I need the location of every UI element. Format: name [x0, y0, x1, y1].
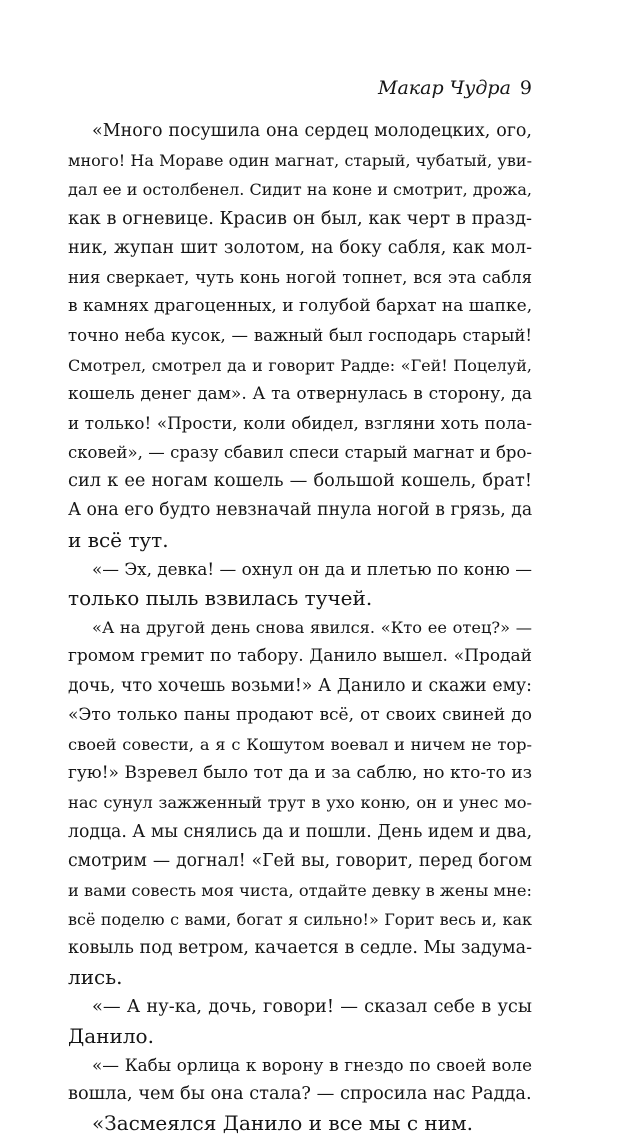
text-line: смотрим — догнал! «Гей вы, говорит, перед богом: [68, 850, 532, 871]
paragraph: [68, 1051, 532, 1109]
text-line: «— Кабы орлица к ворону в гнездо по своей воле: [92, 1055, 532, 1075]
text-line: своей совести, а я с Кошутом воевал и ничем не тор-: [68, 734, 532, 754]
text-line: «— А ну-ка, дочь, говори! — сказал себе в усы: [92, 996, 532, 1017]
text-line: и вами совесть моя чиста, отдайте девку в жены мне:: [68, 880, 532, 900]
page-number: 9: [519, 77, 532, 99]
text-line: только пыль взвилась тучей.: [68, 586, 373, 610]
paragraph: [68, 555, 532, 613]
text-line: «Много посушила она сердец молодецких, ого,: [92, 121, 532, 141]
paragraph: [68, 993, 532, 1051]
text-line: вошла, чем бы она стала? — спросила нас Радда.: [68, 1084, 532, 1105]
text-line: нас сунул зажженный трут в ухо коню, он и унес мо-: [68, 793, 532, 813]
text-line: «Это только паны продают всё, от своих свиней до: [68, 704, 532, 725]
text-line: дал ее и остолбенел. Сидит на коне и смотрит, дрожа,: [68, 180, 532, 200]
text-line: дочь, что хочешь возьми!» А Данило и скажи ему:: [68, 675, 532, 696]
text-line: Данило.: [68, 1023, 154, 1048]
body-text: [68, 117, 532, 1139]
text-line: «Засмеялся Данило и все мы с ним.: [92, 1111, 473, 1136]
text-line: ния сверкает, чуть конь ногой топнет, вся эта сабля: [68, 267, 532, 287]
text-line: сковей», — сразу сбавил спеси старый магнат и бро-: [68, 443, 532, 463]
text-line: и только! «Прости, коли обидел, взгляни хоть пола-: [68, 412, 532, 433]
paragraph: [68, 1109, 532, 1138]
text-line: лодца. А мы снялись да и пошли. День идем и два,: [68, 821, 532, 842]
text-line: А она его будто невзначай пнула ногой в грязь, да: [68, 500, 532, 521]
text-line: ник, жупан шит золотом, на боку сабля, как мол-: [68, 237, 532, 258]
text-line: и всё тут.: [68, 527, 169, 552]
text-line: лись.: [68, 965, 123, 990]
text-line: гую!» Взревел было тот да и за саблю, но кто-то из: [68, 763, 532, 784]
paragraph: [68, 613, 532, 992]
text-line: кошель денег дам». А та отвернулась в сторону, да: [68, 383, 532, 404]
paragraph: [68, 117, 532, 555]
text-line: много! На Мораве один магнат, старый, чубатый, уви-: [68, 151, 532, 171]
text-line: Смотрел, смотрел да и говорит Радде: «Гей! Поцелуй,: [68, 355, 532, 375]
text-line: «А на другой день снова явился. «Кто ее отец?» —: [92, 618, 532, 638]
text-line: «— Эх, девка! — охнул он да и плетью по коню —: [92, 558, 532, 579]
running-title: Макар Чудра: [378, 77, 511, 99]
text-line: как в огневице. Красив он был, как черт в празд-: [68, 208, 532, 229]
running-head: [68, 76, 532, 100]
text-line: сил к ее ногам кошель — большой кошель, брат!: [68, 471, 532, 492]
text-line: всё поделю с вами, богат я сильно!» Горит весь и, как: [68, 910, 532, 930]
text-line: громом гремит по табору. Данило вышел. «Продай: [68, 646, 532, 667]
text-line: в камнях драгоценных, и голубой бархат на шапке,: [68, 296, 532, 317]
text-line: ковыль под ветром, качается в седле. Мы задума-: [68, 938, 532, 959]
text-line: точно неба кусок, — важный был господарь старый!: [68, 326, 532, 346]
